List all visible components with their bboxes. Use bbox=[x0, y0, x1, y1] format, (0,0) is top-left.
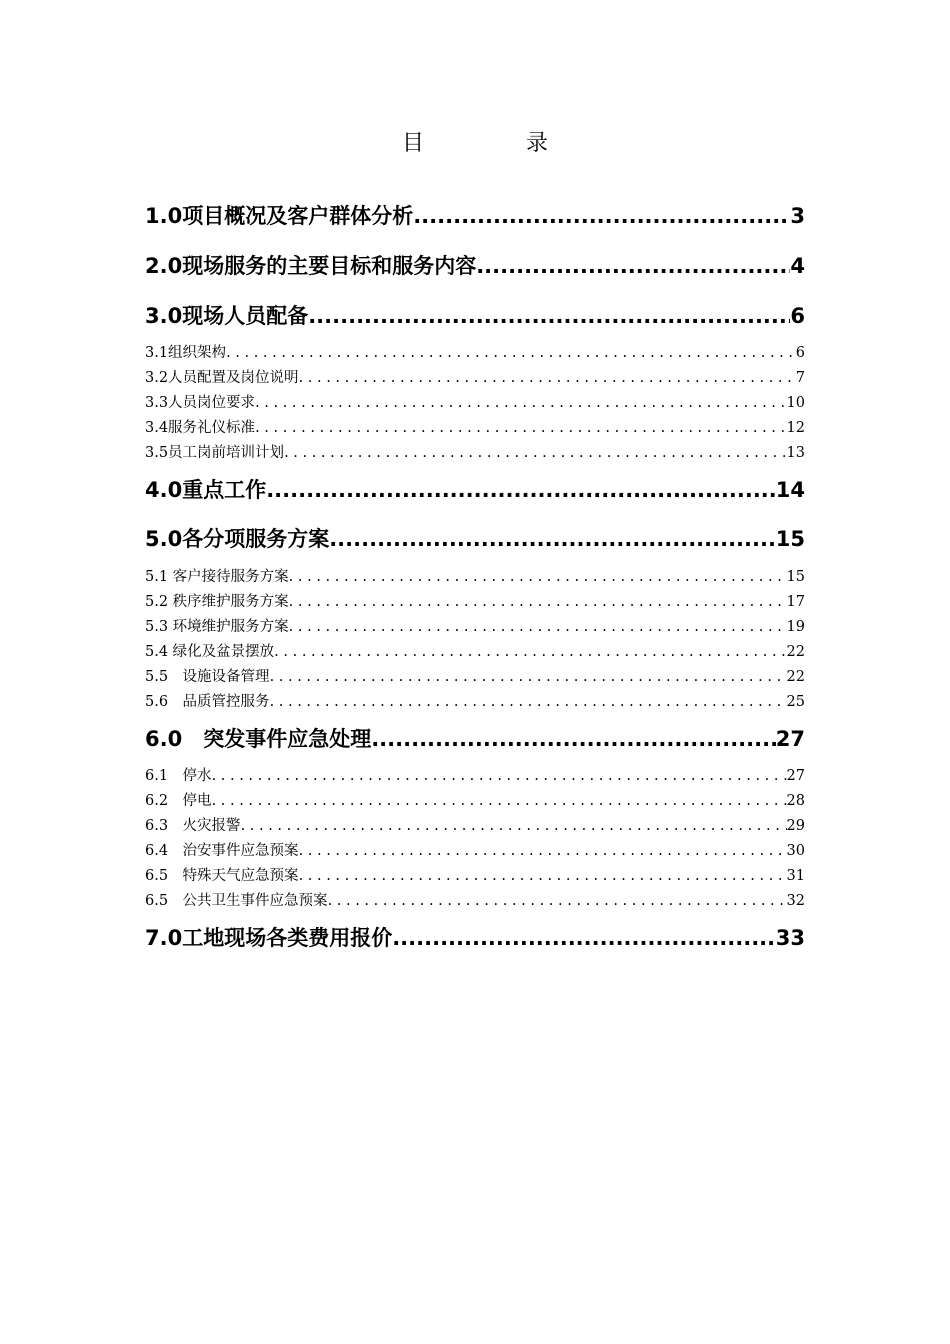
toc-entry-page: 22 bbox=[786, 669, 805, 685]
toc-entry-page: 29 bbox=[786, 818, 805, 834]
toc-entry-page: 15 bbox=[786, 569, 805, 585]
leader-dots bbox=[299, 840, 787, 862]
leader-dots bbox=[226, 342, 796, 364]
toc-entry[interactable] bbox=[145, 724, 805, 754]
toc-entry-page: 4 bbox=[790, 254, 805, 278]
toc-entry[interactable] bbox=[145, 417, 805, 439]
toc-entry[interactable] bbox=[145, 890, 805, 912]
leader-dots bbox=[212, 790, 787, 812]
toc-entry-label: 5.5 设施设备管理 bbox=[145, 669, 270, 685]
toc-entry[interactable] bbox=[145, 840, 805, 862]
toc-entry-label: 5.4 绿化及盆景摆放 bbox=[145, 644, 275, 660]
leader-dots bbox=[308, 301, 790, 331]
toc-title: 目 录 bbox=[401, 131, 588, 156]
toc-entry-label: 6.3 火灾报警 bbox=[145, 818, 241, 834]
toc-entry-label: 3.5员工岗前培训计划 bbox=[145, 445, 285, 461]
toc-entry-page: 31 bbox=[786, 868, 805, 884]
toc-entry[interactable] bbox=[145, 301, 805, 331]
leader-dots bbox=[284, 442, 786, 464]
leader-dots bbox=[371, 724, 776, 754]
toc-entry-label: 5.3 环境维护服务方案 bbox=[145, 619, 289, 635]
toc-entry-page: 27 bbox=[786, 768, 805, 784]
leader-dots bbox=[212, 765, 787, 787]
leader-dots bbox=[270, 666, 787, 688]
toc-entry-page: 28 bbox=[786, 793, 805, 809]
toc-entry-label: 1.0项目概况及客户群体分析 bbox=[145, 204, 414, 228]
toc-entry-label: 6.5 特殊天气应急预案 bbox=[145, 868, 299, 884]
toc-entry-page: 13 bbox=[786, 445, 805, 461]
toc-entry-page: 14 bbox=[775, 478, 805, 502]
leader-dots bbox=[329, 524, 776, 554]
toc-entry-page: 6 bbox=[795, 345, 805, 361]
leader-dots bbox=[270, 691, 787, 713]
toc-entry-label: 4.0重点工作 bbox=[145, 478, 267, 502]
toc-entry[interactable] bbox=[145, 765, 805, 787]
toc-entry[interactable] bbox=[145, 251, 805, 281]
toc-entry-label: 3.4服务礼仪标准 bbox=[145, 420, 256, 436]
toc-entry[interactable] bbox=[145, 392, 805, 414]
toc-entry-label: 5.2 秩序维护服务方案 bbox=[145, 594, 289, 610]
leader-dots bbox=[413, 201, 790, 231]
toc-entry[interactable] bbox=[145, 641, 805, 663]
toc-entry-label: 3.3人员岗位要求 bbox=[145, 395, 256, 411]
toc-entry-page: 6 bbox=[790, 304, 805, 328]
toc-entry-label: 7.0工地现场各类费用报价 bbox=[145, 926, 393, 950]
toc-entry[interactable] bbox=[145, 790, 805, 812]
toc-entry-page: 27 bbox=[775, 727, 805, 751]
toc-entry-label: 6.4 治安事件应急预案 bbox=[145, 843, 299, 859]
leader-dots bbox=[266, 475, 776, 505]
leader-dots bbox=[299, 367, 796, 389]
toc-entry-page: 32 bbox=[786, 893, 805, 909]
leader-dots bbox=[255, 392, 786, 414]
leader-dots bbox=[289, 566, 787, 588]
toc-entry[interactable] bbox=[145, 442, 805, 464]
toc-entry-page: 12 bbox=[786, 420, 805, 436]
toc-entry-page: 3 bbox=[790, 204, 805, 228]
toc-entry[interactable] bbox=[145, 201, 805, 231]
toc-entry-label: 3.0现场人员配备 bbox=[145, 304, 309, 328]
leader-dots bbox=[299, 865, 787, 887]
toc-entry-page: 7 bbox=[795, 370, 805, 386]
toc-entry-page: 33 bbox=[775, 926, 805, 950]
toc-entry[interactable] bbox=[145, 591, 805, 613]
toc-entry-label: 6.0 突发事件应急处理 bbox=[145, 727, 372, 751]
toc-entry-page: 10 bbox=[786, 395, 805, 411]
toc-entry-label: 5.1 客户接待服务方案 bbox=[145, 569, 289, 585]
toc-entry-page: 17 bbox=[786, 594, 805, 610]
toc-entry-page: 19 bbox=[786, 619, 805, 635]
toc-entry[interactable] bbox=[145, 691, 805, 713]
leader-dots bbox=[255, 417, 786, 439]
toc-entry[interactable] bbox=[145, 865, 805, 887]
toc-entry-page: 15 bbox=[775, 527, 805, 551]
toc-entry-label: 2.0现场服务的主要目标和服务内容 bbox=[145, 254, 477, 278]
toc-entry-label: 6.5 公共卫生事件应急预案 bbox=[145, 893, 328, 909]
toc-entry[interactable] bbox=[145, 342, 805, 364]
leader-dots bbox=[274, 641, 786, 663]
toc-entry-label: 6.2 停电 bbox=[145, 793, 212, 809]
leader-dots bbox=[392, 923, 776, 953]
leader-dots bbox=[289, 591, 787, 613]
toc-entry[interactable] bbox=[145, 666, 805, 688]
leader-dots bbox=[289, 616, 787, 638]
toc-entry-label: 3.1组织架构 bbox=[145, 345, 227, 361]
toc-entry-label: 5.0各分项服务方案 bbox=[145, 527, 330, 551]
leader-dots bbox=[241, 815, 787, 837]
toc-entry-page: 22 bbox=[786, 644, 805, 660]
toc-entry[interactable] bbox=[145, 815, 805, 837]
toc-entry[interactable] bbox=[145, 566, 805, 588]
toc-entry[interactable] bbox=[145, 524, 805, 554]
toc-entry[interactable] bbox=[145, 475, 805, 505]
toc-entry[interactable] bbox=[145, 616, 805, 638]
toc-entry-label: 5.6 品质管控服务 bbox=[145, 694, 270, 710]
toc-entry-page: 30 bbox=[786, 843, 805, 859]
toc-entry-page: 25 bbox=[786, 694, 805, 710]
toc-entry-label: 6.1 停水 bbox=[145, 768, 212, 784]
leader-dots bbox=[476, 251, 790, 281]
toc-entry[interactable] bbox=[145, 367, 805, 389]
leader-dots bbox=[328, 890, 787, 912]
toc-entry-label: 3.2人员配置及岗位说明 bbox=[145, 370, 299, 386]
toc-entry[interactable] bbox=[145, 923, 805, 953]
